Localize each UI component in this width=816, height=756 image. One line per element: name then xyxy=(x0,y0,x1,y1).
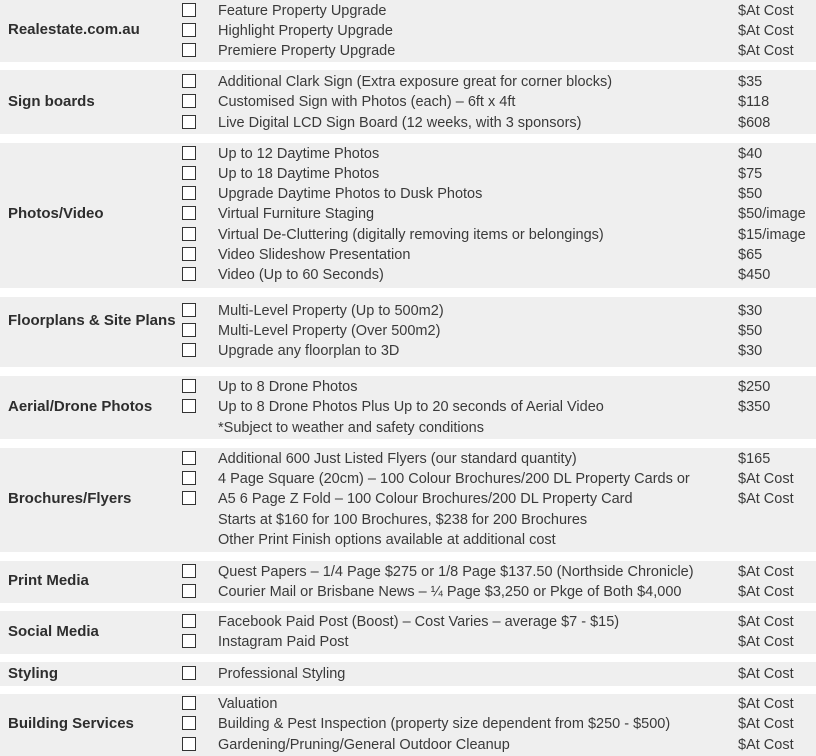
item-description: Building & Pest Inspection (property size dependent from $250 - $500) xyxy=(218,716,671,732)
category-label: Realestate.com.au xyxy=(8,21,140,38)
item-description: Virtual De-Cluttering (digitally removing items or belongings) xyxy=(218,227,604,243)
item-price: $At Cost xyxy=(738,666,794,682)
item-description: Additional Clark Sign (Extra exposure great for corner blocks) xyxy=(218,74,613,90)
item-price: $At Cost xyxy=(738,491,794,507)
item-description: Up to 8 Drone Photos Plus Up to 20 seconds of Aerial Video xyxy=(218,399,604,415)
checkbox[interactable] xyxy=(182,3,196,17)
item-price: $50/image xyxy=(738,206,806,222)
checkbox[interactable] xyxy=(182,166,196,180)
category-label: Aerial/Drone Photos xyxy=(8,398,153,415)
checkbox[interactable] xyxy=(182,379,196,393)
item-price: $75 xyxy=(738,166,763,182)
checkbox[interactable] xyxy=(182,227,196,241)
list-item xyxy=(0,735,816,755)
checkbox[interactable] xyxy=(182,23,196,37)
checkbox[interactable] xyxy=(182,94,196,108)
item-description: Professional Styling xyxy=(218,666,346,682)
checkbox[interactable] xyxy=(182,564,196,578)
list-item xyxy=(0,632,816,652)
item-price: $35 xyxy=(738,74,763,90)
item-price: $250 xyxy=(738,379,771,395)
item-price: $350 xyxy=(738,399,771,415)
list-item xyxy=(0,1,816,21)
item-price: $At Cost xyxy=(738,564,794,580)
checkbox[interactable] xyxy=(182,206,196,220)
list-item xyxy=(0,184,816,204)
list-item xyxy=(0,449,816,469)
item-price: $118 xyxy=(738,94,770,110)
item-description: Courier Mail or Brisbane News – ¼ Page $3,250 or Pkge of Both $4,000 xyxy=(218,584,682,600)
item-description: Live Digital LCD Sign Board (12 weeks, with 3 sponsors) xyxy=(218,115,582,131)
item-description: Gardening/Pruning/General Outdoor Cleanup xyxy=(218,737,510,753)
checkbox[interactable] xyxy=(182,471,196,485)
item-description: Highlight Property Upgrade xyxy=(218,23,393,39)
item-description: Instagram Paid Post xyxy=(218,634,349,650)
item-description: Valuation xyxy=(218,696,278,712)
item-description: Multi-Level Property (Over 500m2) xyxy=(218,323,441,339)
checkbox[interactable] xyxy=(182,399,196,413)
list-item xyxy=(0,164,816,184)
item-description: Video (Up to 60 Seconds) xyxy=(218,267,384,283)
item-price: $40 xyxy=(738,146,763,162)
checkbox[interactable] xyxy=(182,716,196,730)
category-label: Floorplans & Site Plans xyxy=(8,312,176,329)
checkbox[interactable] xyxy=(182,451,196,465)
list-item xyxy=(0,113,816,133)
item-note: Starts at $160 for 100 Brochures, $238 for 200 Brochures xyxy=(218,512,588,528)
item-description: Customised Sign with Photos (each) – 6ft x 4ft xyxy=(218,94,516,110)
checkbox[interactable] xyxy=(182,614,196,628)
checkbox[interactable] xyxy=(182,146,196,160)
list-item xyxy=(0,612,816,632)
list-item xyxy=(0,92,816,112)
item-description: A5 6 Page Z Fold – 100 Colour Brochures/200 DL Property Card xyxy=(218,491,633,507)
list-item xyxy=(0,21,816,41)
item-description: Premiere Property Upgrade xyxy=(218,43,396,59)
item-price: $65 xyxy=(738,247,763,263)
item-description: 4 Page Square (20cm) – 100 Colour Brochures/200 DL Property Cards or xyxy=(218,471,690,487)
list-item xyxy=(0,469,816,489)
list-item xyxy=(0,582,816,602)
section-social-media xyxy=(0,611,816,654)
item-description: Additional 600 Just Listed Flyers (our standard quantity) xyxy=(218,451,577,467)
item-price: $608 xyxy=(738,115,771,131)
section-aerial-drone xyxy=(0,376,816,439)
item-description: Up to 8 Drone Photos xyxy=(218,379,358,395)
section-sign-boards xyxy=(0,70,816,134)
checkbox[interactable] xyxy=(182,247,196,261)
item-price: $165 xyxy=(738,451,771,467)
item-description: Feature Property Upgrade xyxy=(218,3,387,19)
category-label: Print Media xyxy=(8,572,89,589)
list-item xyxy=(0,41,816,61)
item-description: Upgrade Daytime Photos to Dusk Photos xyxy=(218,186,483,202)
list-item xyxy=(0,418,816,438)
list-item xyxy=(0,714,816,734)
section-realestate xyxy=(0,0,816,62)
item-description: Quest Papers – 1/4 Page $275 or 1/8 Page $137.50 (Northside Chronicle) xyxy=(218,564,694,580)
item-price: $450 xyxy=(738,267,771,283)
item-note: Other Print Finish options available at additional cost xyxy=(218,532,556,548)
item-price: $30 xyxy=(738,343,763,359)
item-description: Video Slideshow Presentation xyxy=(218,247,411,263)
item-price: $At Cost xyxy=(738,696,794,712)
list-item xyxy=(0,225,816,245)
list-item xyxy=(0,245,816,265)
checkbox[interactable] xyxy=(182,584,196,598)
section-photos-video xyxy=(0,143,816,288)
item-description: Multi-Level Property (Up to 500m2) xyxy=(218,303,444,319)
item-description: Upgrade any floorplan to 3D xyxy=(218,343,400,359)
list-item xyxy=(0,664,816,684)
item-price: $50 xyxy=(738,186,763,202)
list-item xyxy=(0,397,816,417)
category-label: Sign boards xyxy=(8,93,95,110)
category-label: Building Services xyxy=(8,715,134,732)
item-price: $At Cost xyxy=(738,471,794,487)
category-label: Styling xyxy=(8,665,59,682)
section-print-media xyxy=(0,561,816,603)
checkbox[interactable] xyxy=(182,737,196,751)
item-price: $30 xyxy=(738,303,763,319)
list-item xyxy=(0,301,816,321)
checkbox[interactable] xyxy=(182,343,196,357)
list-item xyxy=(0,204,816,224)
section-building-services xyxy=(0,694,816,756)
list-item xyxy=(0,377,816,397)
item-description: Facebook Paid Post (Boost) – Cost Varies – average $7 - $15) xyxy=(218,614,620,630)
checkbox[interactable] xyxy=(182,666,196,680)
section-floorplans xyxy=(0,297,816,367)
checkbox[interactable] xyxy=(182,186,196,200)
item-price: $At Cost xyxy=(738,3,794,19)
category-label: Brochures/Flyers xyxy=(8,490,132,507)
list-item xyxy=(0,265,816,285)
item-price: $At Cost xyxy=(738,614,794,630)
checkbox[interactable] xyxy=(182,634,196,648)
checkbox[interactable] xyxy=(182,303,196,317)
list-item xyxy=(0,510,816,530)
item-price: $At Cost xyxy=(738,634,794,650)
section-brochures xyxy=(0,448,816,552)
checkbox[interactable] xyxy=(182,43,196,57)
list-item xyxy=(0,321,816,341)
category-label: Photos/Video xyxy=(8,205,104,222)
list-item xyxy=(0,72,816,92)
item-price: $At Cost xyxy=(738,716,794,732)
item-description: Up to 18 Daytime Photos xyxy=(218,166,380,182)
list-item xyxy=(0,530,816,550)
item-price: $15/image xyxy=(738,227,806,243)
item-price: $At Cost xyxy=(738,737,794,753)
item-note: *Subject to weather and safety conditions xyxy=(218,420,484,436)
list-item xyxy=(0,144,816,164)
list-item xyxy=(0,341,816,361)
category-label: Social Media xyxy=(8,623,99,640)
item-description: Up to 12 Daytime Photos xyxy=(218,146,380,162)
checkbox[interactable] xyxy=(182,491,196,505)
checkbox[interactable] xyxy=(182,267,196,281)
item-price: $At Cost xyxy=(738,584,794,600)
item-price: $At Cost xyxy=(738,43,794,59)
item-price: $At Cost xyxy=(738,23,794,39)
checkbox[interactable] xyxy=(182,696,196,710)
checkbox[interactable] xyxy=(182,323,196,337)
checkbox[interactable] xyxy=(182,115,196,129)
section-styling xyxy=(0,662,816,686)
checkbox[interactable] xyxy=(182,74,196,88)
item-description: Virtual Furniture Staging xyxy=(218,206,375,222)
list-item xyxy=(0,489,816,509)
item-price: $50 xyxy=(738,323,763,339)
list-item xyxy=(0,694,816,714)
list-item xyxy=(0,562,816,582)
